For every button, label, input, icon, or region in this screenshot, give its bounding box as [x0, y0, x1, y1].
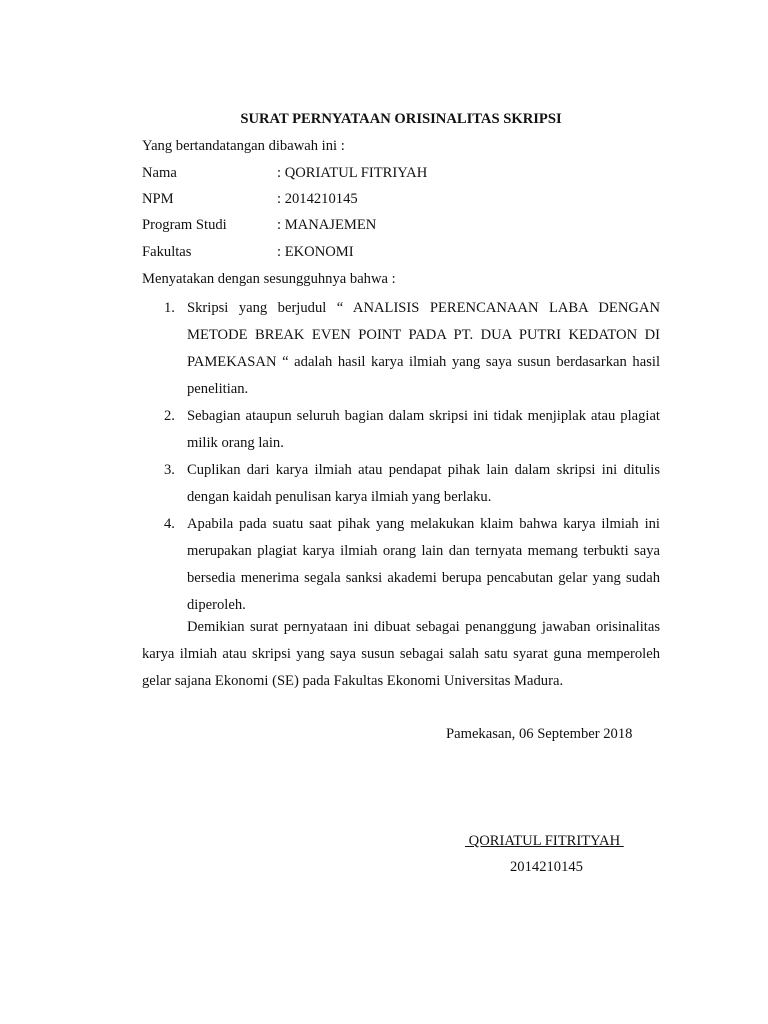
field-label-npm: NPM	[142, 191, 174, 207]
document-title: SURAT PERNYATAAN ORISINALITAS SKRIPSI	[240, 111, 562, 127]
field-value-program-studi: : MANAJEMEN	[277, 217, 377, 233]
field-value-npm: : 2014210145	[277, 191, 358, 207]
list-item	[142, 457, 660, 511]
signer-name: QORIATUL FITRITYAH	[465, 833, 624, 849]
list-item	[142, 403, 660, 457]
signer-id: 2014210145	[510, 859, 583, 875]
list-item-number: 2.	[164, 408, 175, 424]
place-date: Pamekasan, 06 September 2018	[446, 726, 633, 742]
list-item-number: 4.	[164, 516, 175, 532]
list-item-text: Cuplikan dari karya ilmiah atau pendapat pihak lain dalam skripsi ini ditulis dengan kaidah penulisan karya ilmiah yang berlaku.	[187, 462, 660, 505]
field-value-nama: : QORIATUL FITRIYAH	[277, 165, 428, 181]
intro-text: Yang bertandatangan dibawah ini :	[142, 138, 345, 154]
list-item-text: Skripsi yang berjudul “ ANALISIS PERENCANAAN LABA DENGAN METODE BREAK EVEN POINT PADA PT. DUA PUTRI KEDATON DI PAMEKASAN “ adalah hasil karya ilmiah yang saya susun berdasarkan hasil penelitian.	[187, 300, 660, 397]
list-item-number: 3.	[164, 462, 175, 478]
list-item-number: 1.	[164, 300, 175, 316]
statement-intro: Menyatakan dengan sesungguhnya bahwa :	[142, 271, 396, 287]
list-item-text: Sebagian ataupun seluruh bagian dalam skripsi ini tidak menjiplak atau plagiat milik orang lain.	[187, 408, 660, 451]
list-item-text: Apabila pada suatu saat pihak yang melakukan klaim bahwa karya ilmiah ini merupakan plagiat karya ilmiah orang lain dan ternyata memang terbukti saya bersedia menerima segala sanksi akademi berupa pencabutan gelar yang sudah diperoleh.	[187, 516, 660, 613]
closing-paragraph: Demikian surat pernyataan ini dibuat sebagai penanggung jawaban orisinalitas karya ilmiah atau skripsi yang saya susun sebagai salah satu syarat guna memperoleh gelar sajana Ekonomi (SE) pada Fakultas Ekonomi Universitas Madura.	[142, 619, 660, 689]
list-item	[142, 511, 660, 619]
statement-list	[142, 295, 660, 619]
field-label-fakultas: Fakultas	[142, 244, 192, 260]
field-value-fakultas: : EKONOMI	[277, 244, 354, 260]
field-label-nama: Nama	[142, 165, 177, 181]
field-label-program-studi: Program Studi	[142, 217, 227, 233]
list-item	[142, 295, 660, 403]
